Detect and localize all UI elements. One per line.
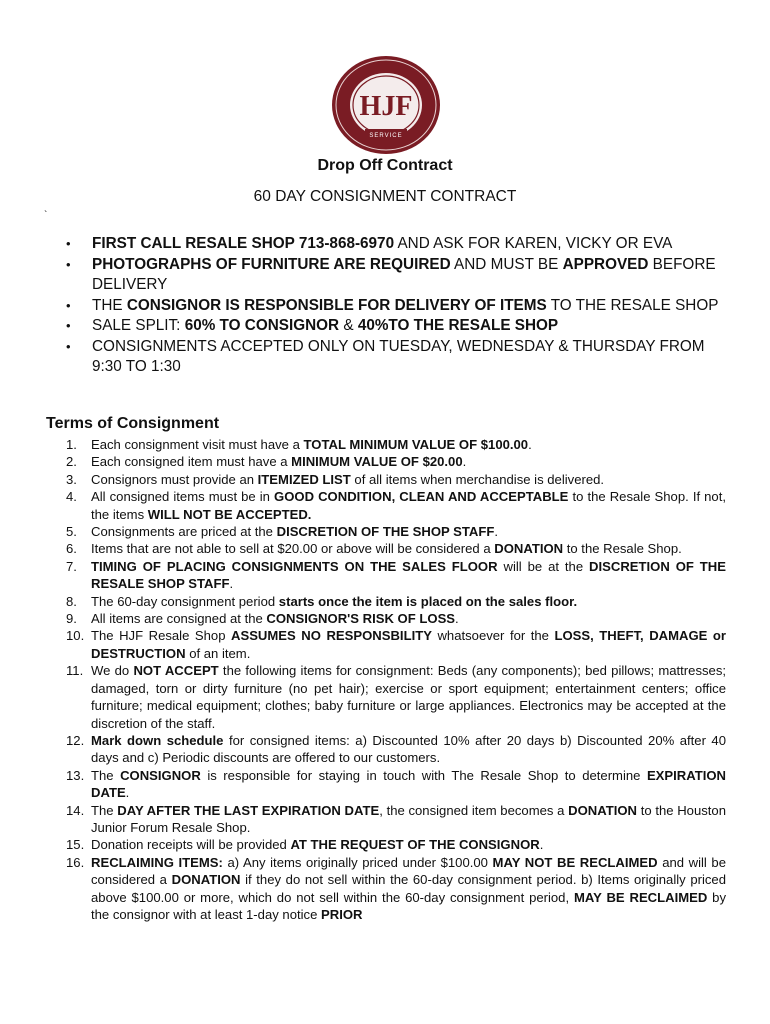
term-text: and will be considered a xyxy=(91,854,726,888)
term-number: 13. xyxy=(66,767,85,783)
term-text: All items are consigned at the xyxy=(91,611,267,627)
term-text-bold: NOT ACCEPT xyxy=(133,663,219,679)
term-text: to the Resale Shop. If not, the items xyxy=(91,489,726,522)
term-text-bold: GOOD CONDITION, CLEAN AND ACCEPTABLE xyxy=(274,489,569,505)
stray-mark: ` xyxy=(44,210,48,221)
term-number: 2. xyxy=(66,454,77,470)
term-number: 10. xyxy=(66,628,85,644)
bullet-text-bold: APPROVED xyxy=(562,255,649,273)
list-item xyxy=(66,767,726,802)
term-text: The HJF Resale Shop xyxy=(91,628,231,644)
term-text-bold: CONSIGNOR'S RISK OF LOSS xyxy=(266,611,456,627)
bullet-text-bold: 40%TO THE RESALE SHOP xyxy=(357,317,559,334)
term-text: . xyxy=(494,524,499,540)
list-item xyxy=(66,316,730,337)
term-text: Consignments are priced at the xyxy=(91,524,277,540)
term-number: 8. xyxy=(66,593,77,609)
list-item xyxy=(66,593,726,610)
term-text: a) Any items originally priced under $100.00 xyxy=(222,854,493,870)
term-text: Consignors must provide an xyxy=(91,471,258,487)
term-text-bold: CONSIGNOR xyxy=(120,767,201,783)
term-text-bold: DONATION xyxy=(568,802,637,818)
term-text-bold: MAY BE RECLAIMED xyxy=(573,889,708,905)
term-number: 14. xyxy=(66,802,85,818)
svg-text:HJF: HJF xyxy=(359,91,413,122)
term-number: 12. xyxy=(66,732,85,748)
list-item xyxy=(66,610,726,627)
term-number: 3. xyxy=(66,471,77,487)
term-text: of an item. xyxy=(185,645,251,661)
list-item xyxy=(66,255,730,296)
bullet-text: AND MUST BE xyxy=(450,255,563,273)
term-text: the following items for consignment: Beds (any components); bed pillows; mattresses; damaged, torn or dirty furniture (no pet hair); exercise or sport equipment; entertainment centers; office furniture; medical equipment; clothes; baby furniture or large appliances. Electronics may be accepted at the discretion of the staff. xyxy=(91,663,727,731)
term-text-bold: Mark down schedule xyxy=(91,732,224,748)
bullet-text-bold: PHOTOGRAPHS OF FURNITURE ARE REQUIRED xyxy=(92,255,451,273)
list-item xyxy=(66,662,726,732)
list-item xyxy=(66,836,726,853)
page-title: Drop Off Contract xyxy=(317,157,453,174)
term-text-bold: EXPIRATION DATE xyxy=(91,767,727,801)
term-text-bold: DISCRETION OF THE SHOP STAFF xyxy=(276,524,495,540)
bullet-text: AND ASK FOR KAREN, VICKY OR EVA xyxy=(394,235,673,252)
list-item xyxy=(66,540,726,557)
term-text: , the consigned item becomes a xyxy=(379,802,569,818)
term-text: The 60-day consignment period xyxy=(91,593,279,609)
term-text: The xyxy=(91,767,121,783)
term-text-bold: TIMING OF PLACING CONSIGNMENTS ON THE SALES FLOOR xyxy=(91,558,498,574)
term-text: Each consigned item must have a xyxy=(91,454,292,470)
term-number: 6. xyxy=(66,541,77,557)
term-text-bold: WILL NOT BE ACCEPTED. xyxy=(147,506,312,522)
term-text: . xyxy=(229,576,234,592)
list-item xyxy=(66,802,726,837)
term-text-bold: ASSUMES NO RESPONSBILITY xyxy=(231,628,432,644)
list-item xyxy=(66,732,726,767)
list-item xyxy=(66,234,730,255)
list-item xyxy=(66,436,726,453)
bullet-text: BEFORE DELIVERY xyxy=(92,255,716,293)
term-number: 16. xyxy=(66,854,85,870)
bullet-text: TO THE RESALE SHOP xyxy=(546,296,719,314)
term-text-bold: DISCRETION OF THE RESALE SHOP STAFF xyxy=(91,558,726,592)
page-subtitle: 60 DAY CONSIGNMENT CONTRACT xyxy=(253,188,517,205)
term-text: to the Resale Shop. xyxy=(563,541,682,557)
term-text-bold: MINIMUM VALUE OF $20.00 xyxy=(291,454,463,470)
term-text-bold: DONATION xyxy=(171,872,241,888)
bullet-text-bold: CONSIGNOR IS RESPONSIBLE FOR DELIVERY OF ITEMS xyxy=(126,296,547,314)
term-text: for consigned items: a) Discounted 10% after 20 days b) Discounted 20% after 40 days and c) Periodic discounts are offered to our customers. xyxy=(91,732,726,766)
term-text: will be at the xyxy=(497,558,590,574)
term-text-bold: starts once the item is placed on the sales floor. xyxy=(278,593,578,609)
list-item xyxy=(66,523,726,540)
term-number: 1. xyxy=(66,437,77,452)
term-number: 5. xyxy=(66,524,77,540)
term-text: whatsoever for the xyxy=(431,628,555,644)
term-text-bold: PRIOR xyxy=(321,906,363,922)
list-item xyxy=(66,854,726,924)
term-text: if they do not sell within the 60-day consignment period. b) Items originally priced above $100.00 or more, which do not sell within the 60-day consignment period, xyxy=(91,872,726,905)
term-text-bold: TOTAL MINIMUM VALUE OF $100.00 xyxy=(303,437,529,452)
list-item xyxy=(66,471,726,488)
bullet-text: & xyxy=(339,317,358,334)
term-number: 7. xyxy=(66,558,77,574)
term-text: to the Houston Junior Forum Resale Shop. xyxy=(91,802,726,835)
term-text: The xyxy=(91,802,118,818)
term-text-bold: DONATION xyxy=(494,541,564,557)
term-text: is responsible for staying in touch with The Resale Shop to determine xyxy=(200,767,647,783)
list-item xyxy=(66,337,730,378)
term-text: of all items when merchandise is delivered. xyxy=(350,471,605,487)
term-text: Items that are not able to sell at $20.00 or above will be considered a xyxy=(91,541,495,557)
requirements-list xyxy=(66,234,730,378)
term-text: . xyxy=(125,785,130,801)
term-text-bold: AT THE REQUEST OF THE CONSIGNOR xyxy=(290,837,540,853)
hjf-seal-logo xyxy=(331,55,441,155)
term-text-bold: DAY AFTER THE LAST EXPIRATION DATE xyxy=(117,802,380,818)
term-text: . xyxy=(462,454,467,470)
term-text-bold: LOSS, THEFT, DAMAGE or DESTRUCTION xyxy=(91,628,726,661)
term-text: All consigned items must be in xyxy=(91,489,275,505)
bullet-text-bold: 60% TO CONSIGNOR xyxy=(184,317,340,334)
term-text: by the consignor with at least 1-day notice xyxy=(91,889,726,922)
term-text: . xyxy=(539,837,544,853)
list-item xyxy=(66,296,730,317)
term-number: 4. xyxy=(66,489,77,505)
list-item xyxy=(66,488,726,523)
term-number: 9. xyxy=(66,611,77,627)
term-text: We do xyxy=(91,663,134,679)
bullet-text: SALE SPLIT: xyxy=(92,317,185,334)
term-text: . xyxy=(455,611,459,627)
term-text: Each consignment visit must have a xyxy=(91,437,304,452)
bullet-text: THE xyxy=(92,296,127,314)
term-text: Donation receipts will be provided xyxy=(91,837,291,853)
term-text: . xyxy=(528,437,532,452)
term-number: 15. xyxy=(66,837,85,853)
list-item xyxy=(66,558,726,593)
list-item xyxy=(66,627,726,662)
terms-list xyxy=(66,436,726,923)
list-item xyxy=(66,453,726,470)
term-text-bold: MAY NOT BE RECLAIMED xyxy=(492,854,658,870)
terms-heading: Terms of Consignment xyxy=(46,415,220,432)
bullet-text: CONSIGNMENTS ACCEPTED ONLY ON TUESDAY, WEDNESDAY & THURSDAY FROM 9:30 TO 1:30 xyxy=(92,337,705,375)
svg-text:SERVICE: SERVICE xyxy=(369,133,403,139)
term-text-bold: ITEMIZED LIST xyxy=(257,471,351,487)
term-text-bold: RECLAIMING ITEMS: xyxy=(91,854,223,870)
term-number: 11. xyxy=(66,663,84,679)
bullet-text-bold: FIRST CALL RESALE SHOP 713-868-6970 xyxy=(92,235,395,252)
